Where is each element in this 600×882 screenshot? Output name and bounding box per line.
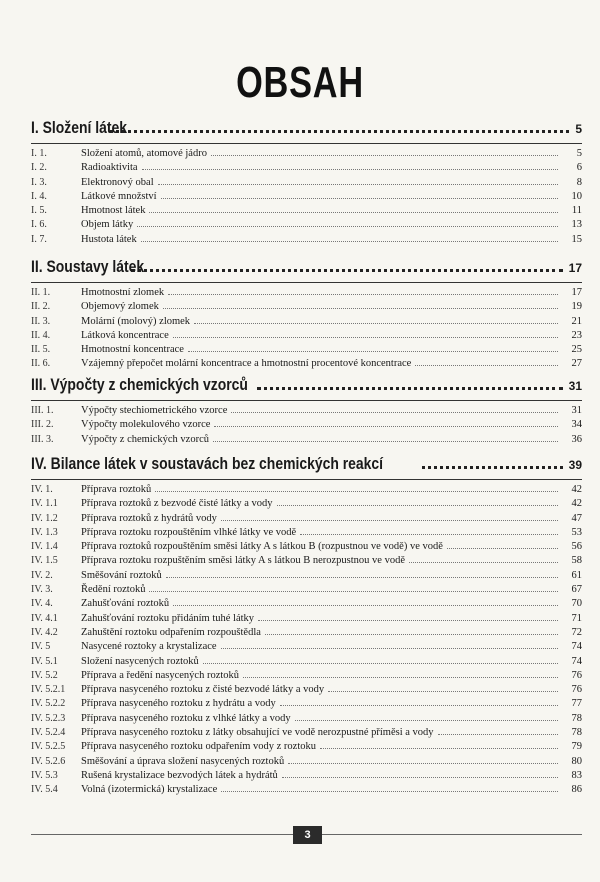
entry-leader	[163, 308, 558, 309]
entry-page-number: 58	[571, 555, 582, 567]
toc-entry	[31, 740, 582, 754]
section-leader	[257, 387, 562, 390]
toc-entry	[31, 569, 582, 583]
entry-leader	[409, 562, 558, 563]
entry-number: IV. 5.3	[31, 769, 58, 781]
entry-page-number: 25	[571, 344, 582, 356]
entry-page-number: 36	[571, 433, 582, 445]
entry-page-number: 70	[571, 598, 582, 610]
toc-entry	[31, 190, 582, 204]
toc-entry	[31, 769, 582, 783]
entry-page-number: 47	[571, 512, 582, 524]
entry-number: IV. 4.2	[31, 626, 58, 638]
entry-number: I. 1.	[31, 148, 47, 159]
toc-entry	[31, 554, 582, 568]
entry-leader	[166, 577, 558, 578]
entry-number: IV. 5.2.5	[31, 741, 66, 753]
entry-number: II. 6.	[31, 358, 51, 370]
entry-title: Hmotnostní zlomek	[81, 287, 165, 298]
entry-page-number: 19	[571, 301, 582, 313]
section-page-number: 31	[568, 379, 582, 393]
entry-page-number: 77	[571, 698, 582, 710]
entry-page-number: 27	[571, 358, 582, 370]
entry-leader	[221, 520, 558, 521]
entry-title: Hmotnost látek	[81, 205, 146, 217]
entry-number: II. 4.	[31, 329, 51, 341]
entry-title: Směšování a úprava složení nasycených roztoků	[81, 755, 285, 767]
toc-entry	[31, 669, 582, 683]
section-heading	[31, 375, 582, 399]
entry-number: IV. 1.5	[31, 555, 58, 567]
toc-entry	[31, 433, 582, 447]
entry-title: Příprava nasyceného roztoku z čisté bezvodé látky a vody	[81, 684, 325, 696]
entry-leader	[155, 491, 558, 492]
entry-leader	[137, 226, 558, 227]
entry-leader	[265, 634, 558, 635]
toc-section	[31, 454, 582, 798]
entry-number: IV. 1.2	[31, 512, 58, 524]
toc-entry	[31, 755, 582, 769]
entry-number: III. 1.	[31, 405, 54, 416]
entry-leader	[213, 441, 558, 442]
section-title: IV. Bilance látek v soustavách bez chemických reakcí	[31, 454, 384, 473]
entry-title: Zahuštění roztoku odpařením rozpouštědla	[81, 626, 261, 638]
toc-entry	[31, 583, 582, 597]
entry-number: IV. 4.1	[31, 612, 58, 624]
entry-title: Příprava roztoků z hydrátů vody	[81, 512, 217, 524]
entry-page-number: 31	[571, 405, 582, 416]
entry-leader	[282, 777, 558, 778]
entry-leader	[280, 705, 558, 706]
section-leader	[110, 130, 569, 133]
section-page-number: 39	[568, 458, 582, 472]
entry-leader	[173, 605, 558, 606]
entry-page-number: 72	[571, 626, 582, 638]
entry-number: IV. 1.	[31, 484, 53, 495]
entry-page-number: 23	[571, 329, 582, 341]
entry-title: Výpočty z chemických vzorců	[81, 433, 209, 445]
section-title: III. Výpočty z chemických vzorců	[31, 375, 248, 394]
toc-entry	[31, 783, 582, 797]
entry-number: II. 2.	[31, 301, 51, 313]
entry-page-number: 17	[571, 287, 582, 298]
entry-number: I. 3.	[31, 176, 47, 188]
entry-page-number: 42	[571, 484, 582, 495]
toc-entry	[31, 697, 582, 711]
entry-number: IV. 5.1	[31, 655, 58, 667]
entry-title: Hmotnostní koncentrace	[81, 344, 184, 356]
entry-number: IV. 3.	[31, 584, 53, 596]
entry-page-number: 79	[571, 741, 582, 753]
entry-leader	[328, 691, 558, 692]
toc-entry	[31, 483, 582, 497]
entry-title: Vzájemný přepočet molární koncentrace a hmotnostní procentové koncentrace	[81, 358, 412, 370]
toc-entry	[31, 218, 582, 232]
entry-leader	[231, 412, 558, 413]
section-page-number: 17	[568, 261, 582, 275]
toc-entry	[31, 315, 582, 329]
section-rule	[31, 143, 582, 144]
toc-entry	[31, 526, 582, 540]
entry-leader	[221, 791, 558, 792]
entry-title: Látková koncentrace	[81, 329, 169, 341]
toc-section	[31, 118, 582, 247]
entry-title: Složení nasycených roztoků	[81, 655, 199, 667]
entry-title: Objem látky	[81, 219, 134, 231]
entry-number: IV. 5.2.2	[31, 698, 66, 710]
entry-list	[31, 483, 582, 798]
entry-number: IV. 5.2.4	[31, 727, 66, 739]
entry-page-number: 76	[571, 684, 582, 696]
entry-leader	[221, 648, 558, 649]
toc-entry	[31, 357, 582, 371]
toc-entry	[31, 418, 582, 432]
toc-entry	[31, 655, 582, 669]
entry-leader	[161, 198, 558, 199]
entry-leader	[320, 748, 558, 749]
entry-title: Zahušťování roztoků	[81, 598, 170, 610]
entry-number: I. 4.	[31, 190, 47, 202]
toc-entry	[31, 712, 582, 726]
entry-title: Příprava a ředění nasycených roztoků	[81, 669, 240, 681]
entry-number: III. 2.	[31, 419, 54, 431]
entry-leader	[168, 294, 558, 295]
entry-title: Příprava roztoku rozpuštěním směsi látky A s látkou B nerozpustnou ve vodě	[81, 555, 405, 567]
toc-entry	[31, 683, 582, 697]
entry-page-number: 61	[571, 569, 582, 581]
entry-title: Molární (molový) zlomek	[81, 315, 191, 327]
entry-leader	[149, 591, 558, 592]
entry-number: II. 3.	[31, 315, 51, 327]
entry-leader	[188, 351, 558, 352]
entry-page-number: 74	[571, 655, 582, 667]
toc-entry	[31, 404, 582, 418]
entry-leader	[295, 720, 558, 721]
entry-leader	[288, 763, 558, 764]
section-rule	[31, 400, 582, 401]
toc-entry	[31, 147, 582, 161]
entry-number: IV. 4.	[31, 598, 53, 610]
entry-leader	[447, 548, 558, 549]
entry-title: Výpočty stechiometrického vzorce	[81, 405, 228, 416]
entry-leader	[194, 323, 558, 324]
entry-page-number: 5	[576, 148, 582, 159]
toc-entry	[31, 343, 582, 357]
entry-page-number: 11	[571, 205, 582, 217]
entry-leader	[438, 734, 558, 735]
entry-page-number: 71	[571, 612, 582, 624]
entry-title: Příprava roztoku rozpouštěním vlhké látky ve vodě	[81, 526, 297, 538]
entry-title: Příprava nasyceného roztoku z vlhké látky a vody	[81, 712, 291, 724]
entry-list	[31, 286, 582, 372]
entry-list	[31, 404, 582, 447]
entry-page-number: 21	[571, 315, 582, 327]
toc-entry	[31, 512, 582, 526]
entry-page-number: 78	[571, 712, 582, 724]
entry-title: Radioaktivita	[81, 162, 138, 174]
toc-entry	[31, 329, 582, 343]
entry-number: I. 6.	[31, 219, 47, 231]
entry-number: II. 5.	[31, 344, 51, 356]
entry-title: Elektronový obal	[81, 176, 154, 188]
entry-number: IV. 5.2.1	[31, 684, 66, 696]
entry-title: Výpočty molekulového vzorce	[81, 419, 211, 431]
section-rule	[31, 479, 582, 480]
toc-entry	[31, 176, 582, 190]
entry-leader	[415, 365, 558, 366]
entry-number: IV. 5.4	[31, 784, 58, 796]
entry-page-number: 42	[571, 498, 582, 510]
entry-number: IV. 2.	[31, 569, 53, 581]
page-number-badge: 3	[293, 826, 322, 844]
entry-title: Rušená krystalizace bezvodých látek a hydrátů	[81, 769, 278, 781]
toc-entry	[31, 497, 582, 511]
entry-number: IV. 5.2.3	[31, 712, 66, 724]
entry-title: Objemový zlomek	[81, 301, 159, 313]
entry-page-number: 6	[576, 162, 582, 174]
entry-page-number: 80	[571, 755, 582, 767]
entry-title: Zahušťování roztoku přidáním tuhé látky	[81, 612, 255, 624]
entry-title: Směšování roztoků	[81, 569, 162, 581]
entry-title: Hustota látek	[81, 233, 137, 245]
entry-title: Příprava nasyceného roztoku odpařením vody z roztoku	[81, 741, 317, 753]
entry-title: Příprava roztoků z bezvodé čisté látky a vody	[81, 498, 273, 510]
entry-page-number: 56	[571, 541, 582, 553]
entry-page-number: 34	[571, 419, 582, 431]
entry-page-number: 8	[576, 176, 582, 188]
toc-entry	[31, 300, 582, 314]
section-heading	[31, 118, 582, 142]
entry-leader	[203, 663, 558, 664]
entry-page-number: 53	[571, 526, 582, 538]
entry-title: Příprava nasyceného roztoku z látky obsahující ve vodě nerozpustné příměsi a vody	[81, 727, 434, 739]
entry-number: IV. 5	[31, 641, 51, 653]
section-heading	[31, 257, 582, 281]
entry-leader	[258, 620, 558, 621]
toc-entry	[31, 612, 582, 626]
toc-entry	[31, 161, 582, 175]
entry-page-number: 86	[571, 784, 582, 796]
entry-number: I. 7.	[31, 233, 47, 245]
toc-entry	[31, 233, 582, 247]
entry-leader	[173, 337, 558, 338]
section-leader	[422, 466, 562, 469]
entry-number: IV. 1.4	[31, 541, 58, 553]
entry-title: Látkové množství	[81, 190, 157, 202]
section-rule	[31, 282, 582, 283]
entry-number: IV. 1.1	[31, 498, 58, 510]
entry-leader	[142, 169, 558, 170]
entry-number: II. 1.	[31, 287, 51, 298]
toc-entry	[31, 597, 582, 611]
entry-number: I. 2.	[31, 162, 47, 174]
entry-leader	[214, 426, 558, 427]
entry-number: I. 5.	[31, 205, 47, 217]
entry-title: Složení atomů, atomové jádro	[81, 148, 207, 159]
entry-title: Příprava roztoků	[81, 484, 152, 495]
entry-title: Nasycené roztoky a krystalizace	[81, 641, 217, 653]
toc-entry	[31, 540, 582, 554]
entry-title: Volná (izotermická) krystalizace	[81, 784, 218, 796]
section-leader	[131, 269, 563, 272]
entry-leader	[243, 677, 558, 678]
toc-entry	[31, 726, 582, 740]
entry-page-number: 83	[571, 769, 582, 781]
entry-page-number: 10	[571, 190, 582, 202]
toc-section	[31, 257, 582, 372]
entry-title: Příprava nasyceného roztoku z hydrátu a vody	[81, 698, 276, 710]
toc-entry	[31, 640, 582, 654]
entry-leader	[300, 534, 558, 535]
toc-entry	[31, 286, 582, 300]
section-heading	[31, 454, 582, 478]
entry-page-number: 13	[571, 219, 582, 231]
entry-title: Ředění roztoků	[81, 584, 146, 596]
entry-leader	[149, 212, 558, 213]
entry-page-number: 67	[571, 584, 582, 596]
section-title: I. Složení látek	[31, 118, 128, 137]
entry-number: III. 3.	[31, 433, 54, 445]
page-title: OBSAH	[236, 58, 364, 107]
toc-entry	[31, 204, 582, 218]
section-page-number: 5	[575, 122, 582, 136]
entry-leader	[158, 184, 558, 185]
section-title: II. Soustavy látek	[31, 257, 145, 276]
entry-number: IV. 5.2	[31, 669, 58, 681]
toc-entry	[31, 626, 582, 640]
entry-page-number: 78	[571, 727, 582, 739]
entry-number: IV. 5.2.6	[31, 755, 66, 767]
entry-page-number: 15	[571, 233, 582, 245]
toc-section	[31, 375, 582, 447]
entry-page-number: 76	[571, 669, 582, 681]
entry-number: IV. 1.3	[31, 526, 58, 538]
entry-page-number: 74	[571, 641, 582, 653]
entry-leader	[141, 241, 558, 242]
entry-leader	[277, 505, 558, 506]
entry-leader	[211, 155, 558, 156]
entry-list	[31, 147, 582, 247]
entry-title: Příprava roztoků rozpouštěním směsi látky A s látkou B (rozpustnou ve vodě) ve vodě	[81, 541, 443, 553]
